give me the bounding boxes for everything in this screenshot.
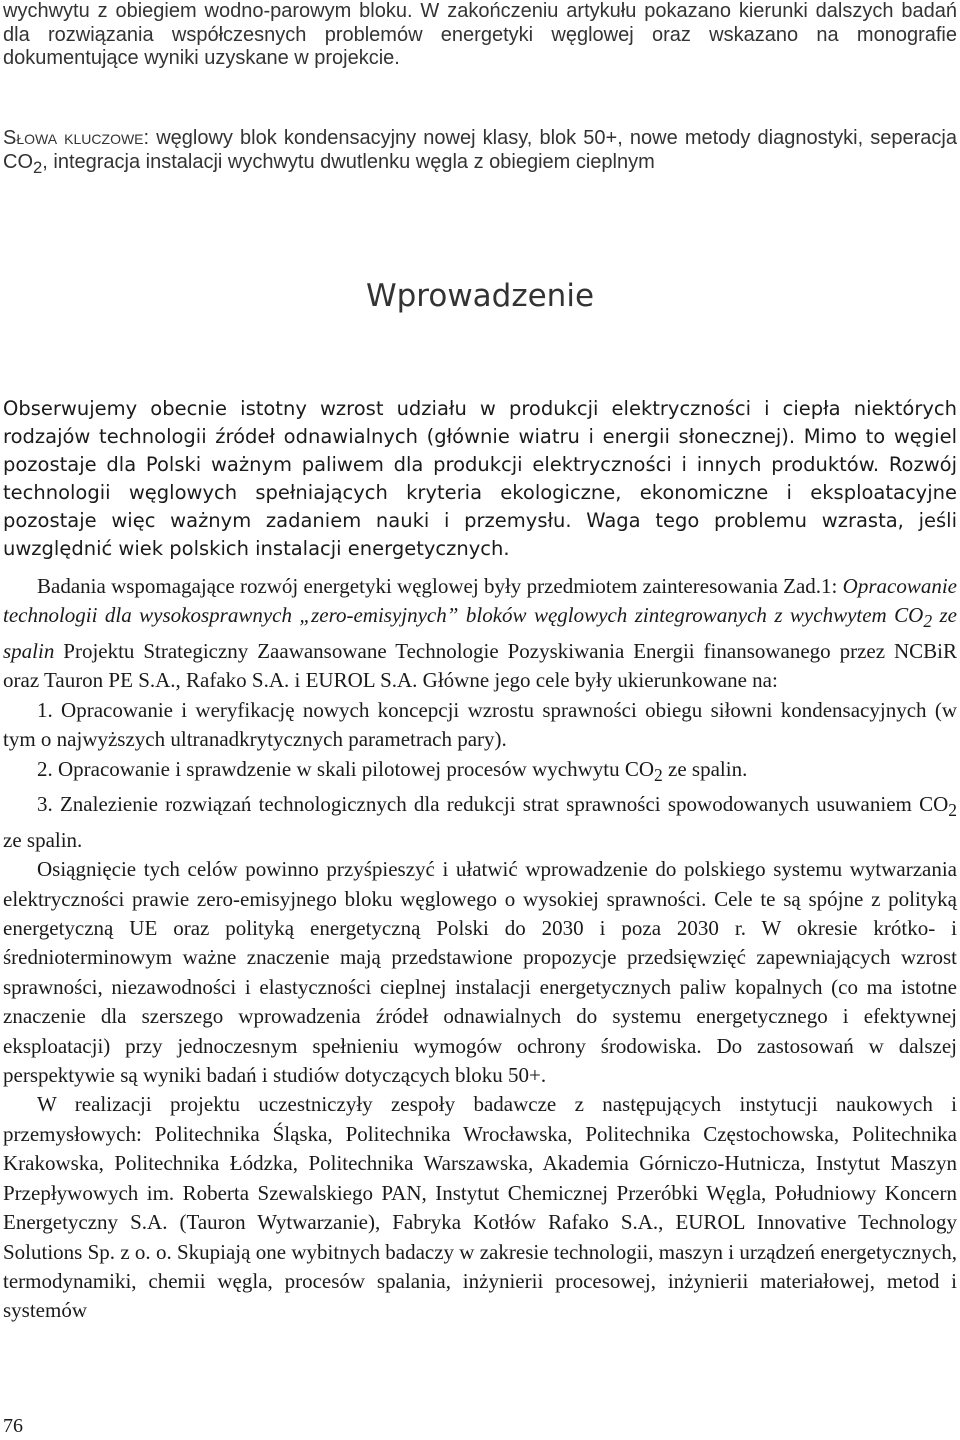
paragraph-2 bbox=[3, 572, 957, 696]
paragraph-1: Obserwujemy obecnie istotny wzrost udziału w produkcji elektryczności i ciepła niektórych rodzajów technologii źródeł odnawialnych (głównie wiatru i energii słonecznej). Mimo to węgiel pozostaje dla Polski ważnym paliwem dla produkcji elektryczności i innych produktów. Rozwój technologii węglowych spełniających kryteria ekologiczne, ekonomiczne i eksploatacyjne pozostaje więc ważnym zadaniem nauki i przemysłu. Waga tego problemu wzrasta, jeśli uwzględnić wiek polskich instalacji energetycznych. bbox=[3, 397, 957, 560]
list-item-2 bbox=[3, 755, 957, 791]
list-item-3-sub: 2 bbox=[948, 800, 957, 821]
list-item-3 bbox=[3, 790, 957, 855]
para2-sub: 2 bbox=[923, 611, 933, 632]
page-number: 76 bbox=[3, 1415, 23, 1437]
paragraph-3: Osiągnięcie tych celów powinno przyśpieszyć i ułatwić wprowadzenie do polskiego systemu wytwarzania elektryczności prawie zero-emisyjnego bloku węglowego o wysokiej sprawności. Cele te są spójne z polityką energetyczną UE oraz polityką energetyczną Polski do 2030 i poza 2030 r. W okresie krótko- i średnioterminowym ważne znaczenie mają przedstawione propozycje przedsięwzięć zapewniających wzrost sprawności, niezawodności i elastyczności cieplnej instalacji energetycznych paliw kopalnych (co ma istotne znaczenie dla szerszego wprowadzenia źródeł odnawialnych do systemu energetycznego i efektywnej eksploatacji) przy jednoczesnym spełnieniu wymogów ochrony środowiska. Do zastosowań w dalszej perspektywie są wyniki badań i studiów dotyczących bloku 50+. bbox=[3, 857, 957, 1088]
abstract-text: wychwytu z obiegiem wodno-parowym bloku. W zakończeniu artykułu pokazano kierunki dalszych badań dla rozwiązania współczesnych problemów energetyki węglowej oraz wskazano na monografie dokumentujące wyniki uzyskane w projekcie. bbox=[3, 0, 957, 69]
keywords-block bbox=[3, 127, 957, 179]
section-heading: Wprowadzenie bbox=[365, 278, 595, 314]
para2-b: Opracowanie technologii dla wysokosprawnych „zero-emisyjnych” bloków węglowych zintegrowanych z wychwytem CO bbox=[3, 574, 957, 628]
list-item-3-a: 3. Znalezienie rozwiązań technologicznych dla redukcji strat sprawności spowodowanych usuwaniem CO bbox=[37, 792, 949, 817]
keywords-part2: , integracja instalacji wychwytu dwutlenku węgla z obiegiem cieplnym bbox=[42, 150, 655, 173]
keywords-part1: węglowy blok kondensacyjny nowej klasy, blok 50+, nowe metody diagnostyki, seperacja CO bbox=[3, 127, 957, 173]
para2-c: Projektu Strategiczny Zaawansowane Technologie Pozyskiwania Energii finansowanego przez NCBiR oraz Tauron PE S.A., Rafako S.A. i EUROL S.A. Główne jego cele były ukierunkowane na: bbox=[3, 639, 957, 693]
intro-paragraph bbox=[3, 395, 957, 563]
list-item-2-b: ze spalin. bbox=[662, 756, 748, 781]
para2-b2: ze spalin bbox=[3, 603, 957, 663]
paragraph-4: W realizacji projektu uczestniczyły zespoły badawcze z następujących instytucji naukowych i przemysłowych: Politechnika Śląska, Politechnika Wrocławska, Politechnika Częstochowska, Politechnika Krakowska, Politechnika Łódzka, Politechnika Warszawska, Akademia Górniczo-Hutnicza, Instytut Maszyn Przepływowych im. Roberta Szewalskiego PAN, Instytut Chemicznej Przeróbki Węgla, Południowy Koncern Energetyczny S.A. (Tauron Wytwarzanie), Fabryka Kotłów Rafako S.A., EUROL Innovative Technology Solutions Sp. z o. o. Skupiają one wybitnych badaczy w zakresie technologii, maszyn i urządzeń energetycznych, termodynamiki, chemii węgla, procesów spalania, inżynierii procesowej, inżynierii materiałowej, metod i systemów bbox=[3, 1092, 957, 1323]
list-item-3-b: ze spalin. bbox=[3, 827, 83, 852]
keywords-sub: 2 bbox=[33, 157, 43, 177]
list-item-2-sub: 2 bbox=[654, 764, 663, 785]
list-item-2-a: 2. Opracowanie i sprawdzenie w skali pilotowej procesów wychwytu CO bbox=[37, 756, 655, 781]
list-item-1: 1. Opracowanie i weryfikację nowych koncepcji wzrostu sprawności obiegu siłowni kondensacyjnych (w tym o najwyższych ultranadkrytycznych parametrach pary). bbox=[3, 697, 957, 752]
abstract-tail bbox=[3, 0, 957, 71]
body-text bbox=[3, 572, 957, 1326]
keywords-label: Słowa kluczowe: bbox=[3, 127, 150, 149]
keywords-text bbox=[3, 127, 957, 179]
para2-a: Badania wspomagające rozwój energetyki węglowej były przedmiotem zainteresowania Zad.1: bbox=[37, 574, 843, 598]
